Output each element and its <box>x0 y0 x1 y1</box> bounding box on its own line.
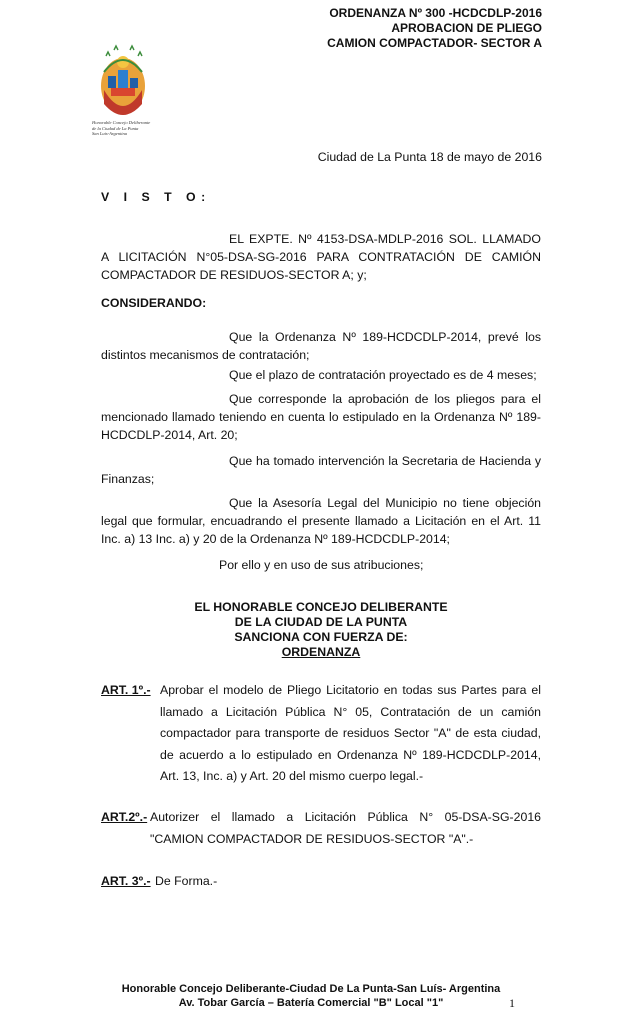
council-emblem-icon <box>94 42 152 120</box>
footer-address: Av. Tobar García – Batería Comercial "B" Local "1" <box>178 997 444 1009</box>
ordenanza-title: ORDENANZA <box>281 645 361 659</box>
sanciona-block <box>101 600 541 660</box>
header-sector: CAMION COMPACTADOR- SECTOR A <box>327 36 542 50</box>
article-3-text: De Forma.- <box>155 874 218 888</box>
footer-institution: Honorable Concejo Deliberante-Ciudad De La Punta-San Luís- Argentina <box>121 983 501 995</box>
logo-caption: Honorable Concejo Deliberante de la Ciudad de La Punta San Luis-Argentina <box>92 120 151 136</box>
document-footer <box>0 982 622 1010</box>
article-2-text: Autorizer el llamado a Licitación Pública N° 05-DSA-SG-2016 "CAMION COMPACTADOR DE RESIDUOS-SECTOR "A".- <box>150 810 541 846</box>
visto-paragraph: EL EXPTE. Nº 4153-DSA-MDLP-2016 SOL. LLAMADO A LICITACIÓN N°05-DSA-SG-2016 PARA CONTRATACIÓN DE CAMIÓN COMPACTADOR DE RESIDUOS-SECTOR A; y; <box>101 232 541 282</box>
article-3-label: ART. 3º.- <box>101 874 151 888</box>
page-number: 1 <box>509 996 515 1010</box>
considerando-paragraph-1: Que la Ordenanza Nº 189-HCDCDLP-2014, prevé los distintos mecanismos de contratación; <box>101 330 541 362</box>
document-header <box>327 6 542 51</box>
header-subject: APROBACION DE PLIEGO <box>391 21 542 35</box>
document-date: Ciudad de La Punta 18 de mayo de 2016 <box>317 150 542 164</box>
considerando-paragraph-4: Que ha tomado intervención la Secretaria de Hacienda y Finanzas; <box>101 454 541 486</box>
considerando-paragraph-2: Que el plazo de contratación proyectado es de 4 meses; <box>229 368 537 382</box>
article-1-text: Aprobar el modelo de Pliego Licitatorio en todas sus Partes para el llamado a Licitación Pública N° 05, Contratación de un camión compactador para transporte de residuos Sector "A" de esta ciudad, de acuerdo a lo estipulado en Ordenanza Nº 189-HCDCDLP-2014, Art. 13, Inc. a) y Art. 20 del mismo cuerpo legal.- <box>160 683 541 783</box>
visto-heading: V I S T O: <box>101 190 211 204</box>
article-2-label: ART.2º.- <box>101 810 148 824</box>
considerando-paragraph-5: Que la Asesoría Legal del Municipio no tiene objeción legal que formular, encuadrando el presente llamado a Licitación en el Art. 11 Inc. a) 13 Inc. a) y 20 de la Ordenanza Nº 189-HCDCDLP-2014; <box>101 496 541 546</box>
city-name: DE LA CIUDAD DE LA PUNTA <box>234 615 408 629</box>
council-name: EL HONORABLE CONCEJO DELIBERANTE <box>194 600 448 614</box>
considerando-paragraph-3: Que corresponde la aprobación de los pliegos para el mencionado llamado teniendo en cuenta lo estipulado en la Ordenanza Nº 189-HCDCDLP-2014, Art. 20; <box>101 392 541 442</box>
considerando-heading: CONSIDERANDO: <box>101 296 207 310</box>
considerando-closing: Por ello y en uso de sus atribuciones; <box>219 558 424 572</box>
header-ordinance-number: ORDENANZA Nº 300 -HCDCDLP-2016 <box>329 6 542 20</box>
sanciona-line: SANCIONA CON FUERZA DE: <box>234 630 408 644</box>
article-1-label: ART. 1º.- <box>101 683 151 697</box>
